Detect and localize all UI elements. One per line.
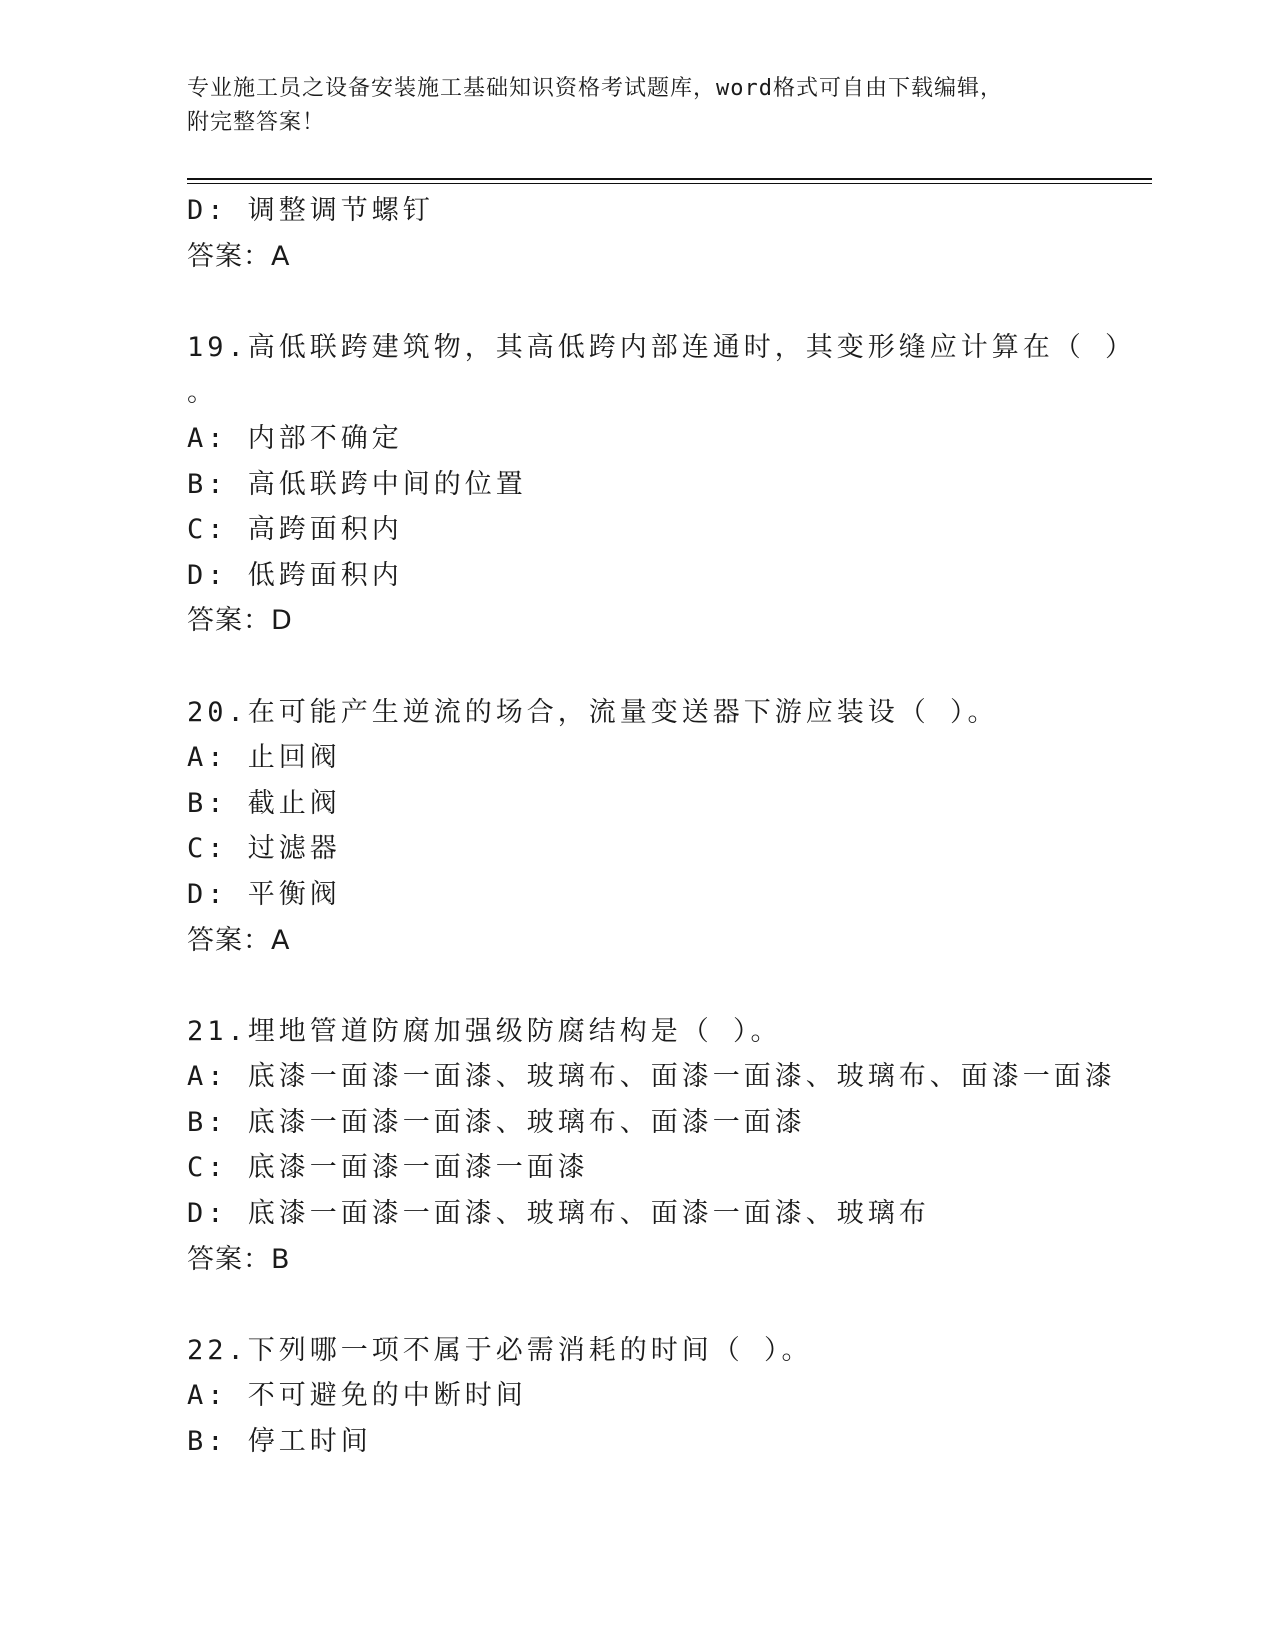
question-20-answer: 答案：A (187, 924, 291, 956)
question-list (187, 188, 1137, 1465)
document-header (187, 72, 1087, 140)
question-20-option-b: B: 截止阀 (187, 787, 341, 819)
question-21-answer: 答案：B (187, 1243, 291, 1275)
question-19-option-a: A: 内部不确定 (187, 422, 403, 454)
question-19-option-b: B: 高低联跨中间的位置 (187, 468, 527, 500)
question-22: 22.下列哪一项不属于必需消耗的时间（ ）。 (187, 1334, 813, 1366)
header-line-2: 附完整答案！ (187, 110, 326, 135)
question-22-option-b: B: 停工时间 (187, 1426, 372, 1458)
spacer (187, 963, 1107, 1009)
question-21-option-d: D: 底漆一面漆一面漆、玻璃布、面漆一面漆、玻璃布 (187, 1198, 930, 1230)
header-line-1: 专业施工员之设备安装施工基础知识资格考试题库，word格式可自由下载编辑， (187, 76, 1003, 101)
question-20-option-d: D: 平衡阀 (187, 878, 341, 910)
question-20-option-a: A: 止回阀 (187, 742, 341, 774)
spacer (187, 1282, 1107, 1328)
question-20-option-c: C: 过滤器 (187, 833, 341, 865)
spacer (187, 279, 1107, 325)
question-19: 19.高低联跨建筑物，其高低跨内部连通时，其变形缝应计算在（ ） (187, 331, 1137, 363)
question-19-tail: 。 (187, 377, 218, 409)
question-20: 20.在可能产生逆流的场合，流量变送器下游应装设（ ）。 (187, 696, 999, 728)
question-19-option-d: D: 低跨面积内 (187, 559, 403, 591)
question-19-answer: 答案：D (187, 605, 293, 637)
question-21-option-c: C: 底漆一面漆一面漆一面漆 (187, 1152, 589, 1184)
answer-prev: 答案：A (187, 240, 291, 272)
question-21: 21.埋地管道防腐加强级防腐结构是（ ）。 (187, 1015, 782, 1047)
question-22-option-a: A: 不可避免的中断时间 (187, 1380, 527, 1412)
question-19-option-c: C: 高跨面积内 (187, 514, 403, 546)
header-rule-thin (187, 183, 1152, 184)
header-rule-thick (187, 178, 1152, 180)
option-d-prev: D: 调整调节螺钉 (187, 195, 434, 226)
question-21-option-b: B: 底漆一面漆一面漆、玻璃布、面漆一面漆 (187, 1106, 806, 1138)
question-21-option-a: A: 底漆一面漆一面漆、玻璃布、面漆一面漆、玻璃布、面漆一面漆 (187, 1061, 1116, 1093)
spacer (187, 644, 1107, 690)
